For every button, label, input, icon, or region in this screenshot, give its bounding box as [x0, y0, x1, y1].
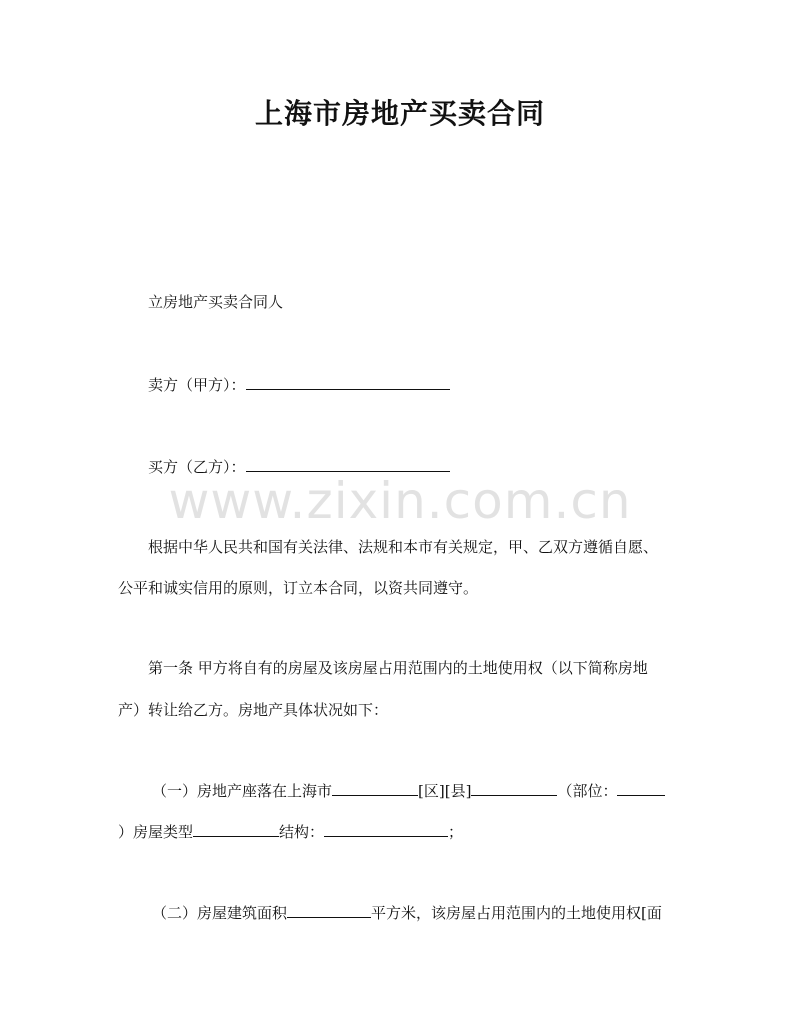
house-type-blank[interactable] [193, 821, 279, 837]
seller-label: 卖方（甲方）： [148, 376, 246, 394]
article1-line-1: 第一条 甲方将自有的房屋及该房屋占用范围内的土地使用权（以下简称房地 [148, 659, 648, 677]
part-label: （部位： [557, 782, 618, 800]
parties-intro: 立房地产买卖合同人 [148, 293, 284, 311]
area-blank[interactable] [287, 902, 371, 918]
buyer-label: 买方（乙方）： [148, 458, 246, 476]
item1-line-1 [152, 780, 665, 801]
seller-blank[interactable] [246, 374, 450, 390]
district-label: [区][县] [418, 782, 472, 800]
structure-label: 结构： [279, 823, 325, 841]
item1-line-2 [118, 821, 463, 842]
item2-prefix: （二）房屋建筑面积 [152, 904, 288, 922]
seller-line [148, 374, 450, 395]
buyer-line [148, 456, 450, 477]
article1-line-2: 产）转让给乙方。房地产具体状况如下： [118, 701, 389, 719]
watermark: www.zixin.com.cn [168, 472, 632, 530]
document-title: 上海市房地产买卖合同 [254, 97, 545, 130]
district-blank[interactable] [471, 780, 557, 796]
preamble-line-1: 根据中华人民共和国有关法律、法规和本市有关规定，甲、乙双方遵循自愿、 [148, 538, 659, 556]
item1-prefix: （一）房地产座落在上海市 [152, 782, 333, 800]
location-blank[interactable] [332, 780, 418, 796]
item2-suffix: 平方米，该房屋占用范围内的土地使用权[面 [371, 904, 662, 922]
item2-line [152, 902, 662, 923]
buyer-blank[interactable] [246, 456, 450, 472]
house-type-label: ）房屋类型 [118, 823, 194, 841]
part-blank[interactable] [617, 780, 665, 796]
preamble-line-2: 公平和诚实信用的原则，订立本合同，以资共同遵守。 [118, 579, 479, 597]
item1-end: ； [448, 823, 464, 841]
structure-blank[interactable] [324, 821, 448, 837]
